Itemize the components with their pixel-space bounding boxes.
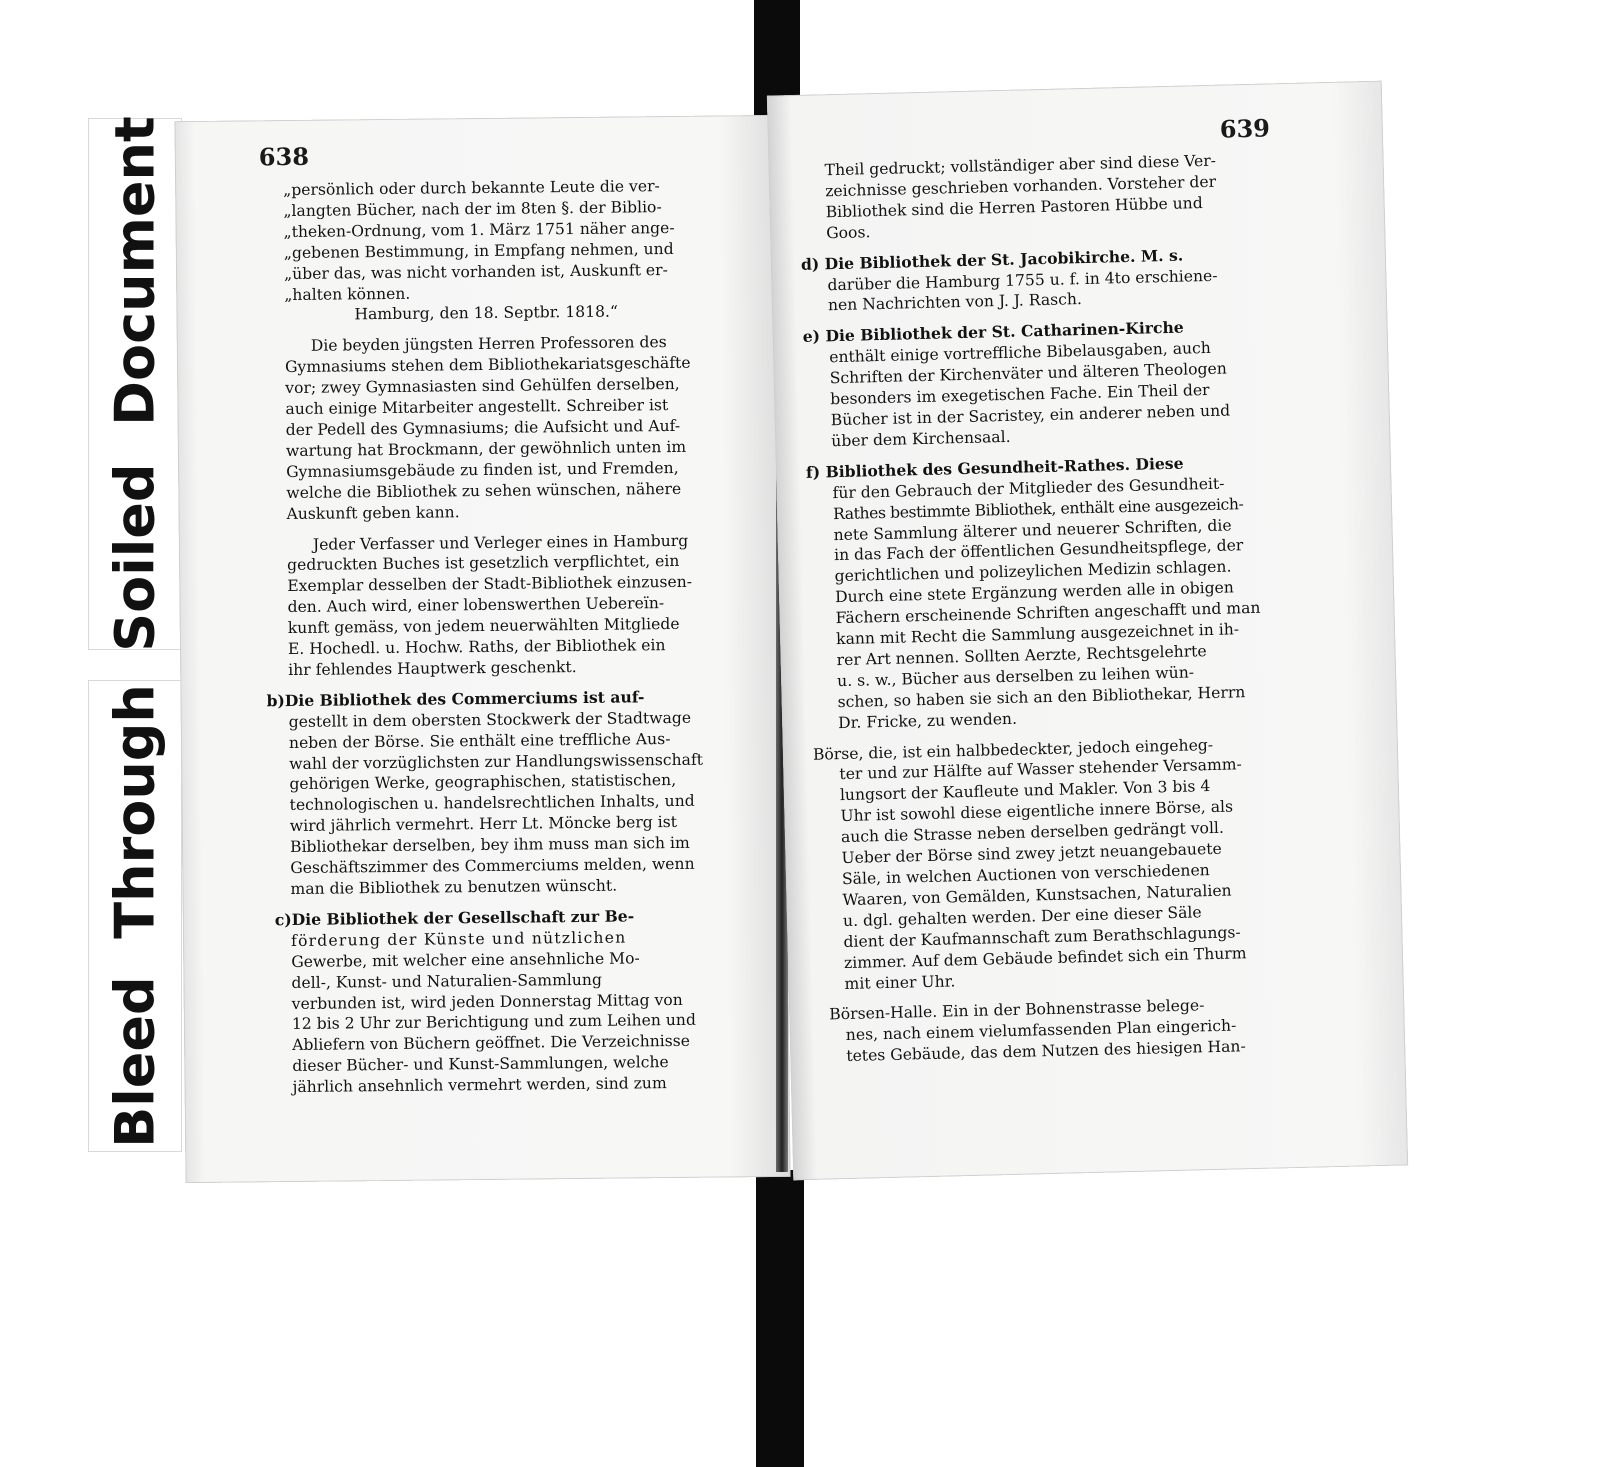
text-line: Gymnasiums stehen dem Bibliothekariatsgeschäfte — [284, 354, 691, 377]
text-line: welche die Bibliothek zu sehen wünschen, nähere — [286, 479, 682, 502]
text-line: dieser Bücher- und Kunst-Sammlungen, welche — [292, 1053, 669, 1076]
text-line: Bibliothekar derselben, bey ihm muss man sich im — [289, 834, 690, 857]
text-line: zimmer. Auf dem Gebäude befindet sich ein Thurm — [843, 943, 1247, 972]
text-line: Goos. — [825, 222, 871, 242]
section-heading-f: f) Bibliothek des Gesundheit-Rathes. Diese — [805, 453, 1184, 482]
text-line: mit einer Uhr. — [844, 971, 956, 993]
right-page — [767, 81, 1408, 1181]
text-line: „gebenen Bestimmung, in Empfang nehmen, und — [283, 239, 674, 262]
label-word-soiled: Soiled — [103, 463, 167, 652]
text-line: Theil gedruckt; vollständiger aber sind diese Ver- — [824, 151, 1217, 180]
text-line: Fächern erscheinende Schriften angeschafft und man — [835, 598, 1261, 628]
text-line: Ueber der Börse sind zwey jetzt neuangebauete — [841, 839, 1222, 868]
text-line: über dem Kirchensaal. — [831, 427, 1011, 451]
text-line: kunft gemäss, von jedem neuerwählten Mitgliede — [287, 615, 680, 638]
text-line: „über das, was nicht vorhanden ist, Auskunft er- — [283, 260, 668, 283]
label-word-bleed: Bleed — [103, 976, 167, 1148]
text-line: darüber die Hamburg 1755 u. f. in 4to erschiene- — [827, 266, 1218, 294]
text-line: auch die Strasse neben derselben gedrängt voll. — [840, 818, 1225, 847]
text-line: zeichnisse geschrieben vorhanden. Vorsteher der — [824, 172, 1217, 201]
text-line: gerichtlichen und polizeylichen Medizin schlagen. — [834, 557, 1232, 586]
text-line: ihr fehlendes Hauptwerk geschenkt. — [288, 657, 577, 679]
text-line: rer Art nennen. Sollten Aerzte, Rechtsgelehrte — [836, 642, 1207, 670]
text-line: Hamburg, den 18. Septbr. 1818.“ — [354, 303, 619, 324]
soiled-document-label — [88, 118, 182, 650]
text-line: Uhr ist sowohl diese eigentliche innere Börse, als — [840, 797, 1234, 826]
section-heading-c: c)Die Bibliothek der Gesellschaft zur Be- — [274, 906, 635, 930]
text-line: „theken-Ordnung, vom 1. März 1751 näher ange- — [283, 218, 675, 241]
right-page-number: 639 — [1219, 113, 1271, 144]
text-line: Exemplar desselben der Stadt-Bibliothek einzusen- — [287, 573, 693, 596]
text-line: Bibliothek sind die Herren Pastoren Hübbe und — [825, 193, 1203, 222]
text-line: neben der Börse. Sie enthält eine treffliche Aus- — [288, 729, 671, 752]
text-line: „langten Bücher, nach der im 8ten §. der Biblio- — [283, 198, 662, 220]
text-line: nen Nachrichten von J. J. Rasch. — [827, 290, 1083, 315]
section-heading-e: e) Die Bibliothek der St. Catharinen-Kirche — [802, 317, 1184, 347]
right-page-text — [798, 149, 1310, 1068]
text-line: gehörigen Werke, geographischen, statistischen, — [289, 771, 677, 794]
text-line: besonders im exegetischen Fache. Ein Theil der — [830, 381, 1210, 409]
text-line: gedruckten Buches ist gesetzlich verpflichtet, ein — [287, 552, 680, 575]
text-line: man die Bibliothek zu benutzen wünscht. — [290, 876, 618, 899]
label-word-document: Document — [103, 116, 167, 426]
left-page-number: 638 — [258, 141, 310, 172]
text-line: dient der Kaufmannschaft zum Berathschlagungs- — [843, 923, 1241, 951]
bleed-through-label — [88, 680, 182, 1152]
section-heading-d: d) Die Bibliothek der St. Jacobikirche. M. s. — [800, 245, 1184, 274]
text-line: förderung der Künste und nützlichen — [290, 928, 627, 950]
text-line: Waaren, von Gemälden, Kunstsachen, Naturalien — [842, 881, 1232, 909]
text-line: Dr. Fricke, zu wenden. — [837, 709, 1018, 732]
text-line: enthält einige vortreffliche Bibelausgaben, auch — [829, 339, 1212, 367]
text-line: gestellt in dem obersten Stockwerk der Stadtwage — [288, 708, 692, 731]
text-line: nes, nach einem vielumfassenden Plan eingerich- — [845, 1016, 1237, 1045]
text-line: Schriften der Kirchenväter und älteren Theologen — [829, 359, 1227, 388]
text-line: wird jährlich vermehrt. Herr Lt. Möncke berg ist — [289, 813, 678, 836]
text-line: u. s. w., Bücher aus derselben zu leihen wün- — [836, 663, 1195, 690]
text-line: u. dgl. gehalten werden. Der eine dieser Säle — [842, 903, 1202, 930]
text-line: ter und zur Hälfte auf Wasser stehender Versamm- — [839, 755, 1243, 784]
left-page — [174, 115, 790, 1183]
text-line: „persönlich oder durch bekannte Leute die ver- — [283, 177, 660, 200]
text-line: der Pedell des Gymnasiums; die Aufsicht und Auf- — [285, 416, 681, 440]
text-line: Gymnasiumsgebäude zu finden ist, und Fremden, — [286, 458, 679, 481]
text-line: technologischen u. handelsrechtlichen Inhalts, und — [289, 792, 695, 815]
text-line: Gewerbe, mit welcher eine ansehnliche Mo- — [291, 949, 640, 971]
text-line: E. Hochedl. u. Hochw. Raths, der Bibliothek ein — [287, 636, 666, 659]
text-line: „halten können. — [284, 284, 411, 304]
text-line: Abliefern von Büchern geöffnet. Die Verzeichnisse — [292, 1032, 691, 1055]
left-page-text — [266, 175, 763, 1098]
text-line: Rathes bestimmte Bibliothek, enthält eine ausgezeich- — [832, 494, 1244, 523]
text-line: den. Auch wird, einer lobenswerthen Uebereïn- — [287, 594, 665, 617]
text-line: Jeder Verfasser und Verleger eines in Hamburg — [312, 531, 689, 554]
text-line: Die beyden jüngsten Herren Professoren des — [310, 333, 667, 356]
text-line: in das Fach der öffentlichen Gesundheitspflege, der — [833, 536, 1244, 565]
text-line: dell-, Kunst- und Naturalien-Sammlung — [291, 970, 602, 992]
text-line: Durch eine stete Ergänzung werden alle in obigen — [834, 578, 1235, 607]
section-heading-boersen-halle: Börsen-Halle. Ein in der Bohnenstrasse belege- — [829, 996, 1205, 1024]
text-line: lungsort der Kaufleute und Makler. Von 3 bis 4 — [839, 777, 1211, 805]
section-heading-boerse: Börse, die, ist ein halbbedeckter, jedoch eingeheg- — [812, 735, 1214, 764]
text-line: nete Sammlung älterer und neuerer Schriften, die — [833, 515, 1232, 544]
text-line: schen, so haben sie sich an den Bibliothekar, Herrn — [837, 682, 1246, 711]
text-line: vor; zwey Gymnasiasten sind Gehülfen derselben, — [285, 375, 680, 398]
text-line: für den Gebrauch der Mitglieder des Gesundheit- — [832, 474, 1225, 502]
text-line: Geschäftszimmer des Commerciums melden, wenn — [290, 854, 695, 878]
text-line: tetes Gebäude, das dem Nutzen des hiesigen Han- — [846, 1037, 1246, 1066]
text-line: jährlich ansehnlich vermehrt werden, sind zum — [292, 1074, 667, 1097]
text-line: Bücher ist in der Sacristey, ein anderer neben und — [830, 401, 1231, 430]
text-line: auch einige Mitarbeiter angestellt. Schreiber ist — [285, 396, 669, 419]
label-word-through: Through — [103, 684, 167, 939]
text-line: wartung hat Brockmann, der gewöhnlich unten im — [285, 437, 687, 460]
text-line: Säle, in welchen Auctionen von verschiedenen — [841, 861, 1210, 889]
text-line: verbunden ist, wird jeden Donnerstag Mittag von — [291, 990, 683, 1013]
binding-strap-bottom — [756, 1170, 804, 1467]
text-line: 12 bis 2 Uhr zur Berichtigung und zum Leihen und — [291, 1011, 696, 1034]
section-heading-b: b)Die Bibliothek des Commerciums ist auf- — [266, 687, 645, 711]
text-line: wahl der vorzüglichsten zur Handlungswissenschaft — [289, 750, 704, 773]
text-line: kann mit Recht die Sammlung ausgezeichnet in ih- — [835, 620, 1240, 649]
text-line: Auskunft geben kann. — [286, 502, 460, 523]
